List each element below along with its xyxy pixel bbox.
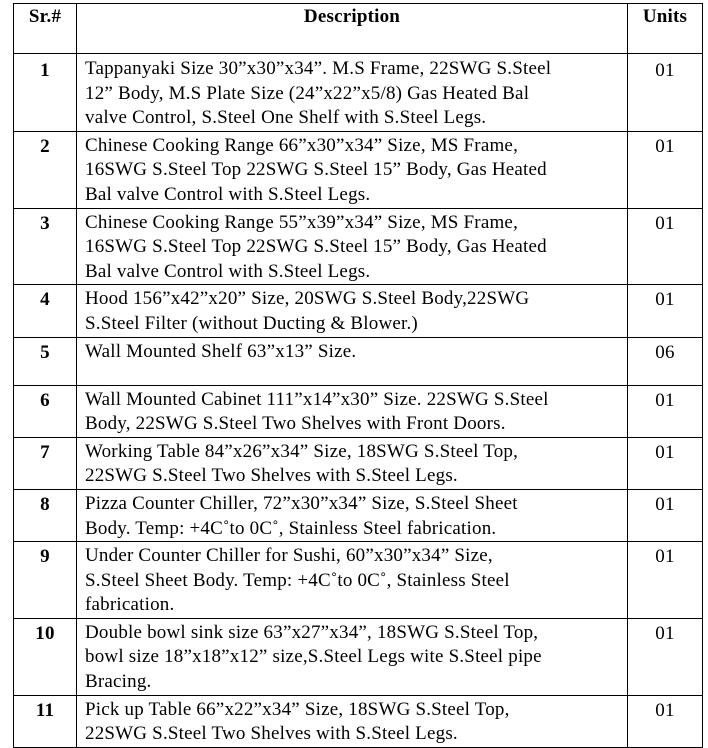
description-line: bowl size 18”x18”x12” size,S.Steel Legs wite S.Steel pipe (85, 646, 542, 668)
header-units: Units (628, 4, 703, 54)
row-units: 01 (628, 489, 703, 541)
description-line: Working Table 84”x26”x34” Size, 18SWG S.Steel Top, (85, 440, 519, 462)
description-line: Wall Mounted Shelf 63”x13” Size. (85, 340, 357, 362)
table-row (14, 285, 703, 337)
table-row (14, 337, 703, 385)
equipment-table (13, 3, 703, 748)
row-description (77, 337, 628, 385)
row-description (77, 54, 628, 132)
description-line: valve Control, S.Steel One Shelf with S.Steel Legs. (85, 107, 487, 129)
row-units: 01 (628, 54, 703, 132)
row-sr-number: 6 (14, 385, 77, 437)
row-units: 01 (628, 208, 703, 285)
row-description (77, 695, 628, 747)
table-body (14, 54, 703, 748)
row-description (77, 208, 628, 285)
row-units: 01 (628, 695, 703, 747)
row-units: 01 (628, 385, 703, 437)
row-sr-number: 7 (14, 437, 77, 489)
table-row (14, 54, 703, 132)
row-sr-number: 5 (14, 337, 77, 385)
row-units: 06 (628, 337, 703, 385)
row-description (77, 385, 628, 437)
row-description (77, 489, 628, 541)
row-description (77, 618, 628, 695)
description-line: 22SWG S.Steel Two Shelves with S.Steel Legs. (85, 723, 458, 745)
row-sr-number: 3 (14, 208, 77, 285)
table-row (14, 437, 703, 489)
description-line: S.Steel Filter (without Ducting & Blower.) (85, 312, 418, 334)
description-line: 22SWG S.Steel Two Shelves with S.Steel Legs. (85, 465, 458, 487)
description-line: Body, 22SWG S.Steel Two Shelves with Front Doors. (85, 413, 506, 435)
description-line: Pizza Counter Chiller, 72”x30”x34” Size, S.Steel Sheet (85, 492, 518, 514)
table-row (14, 208, 703, 285)
description-line: Wall Mounted Cabinet 111”x14”x30” Size. 22SWG S.Steel (85, 388, 549, 410)
row-sr-number: 2 (14, 131, 77, 208)
header-description: Description (77, 4, 628, 54)
row-sr-number: 11 (14, 695, 77, 747)
description-line: 16SWG S.Steel Top 22SWG S.Steel 15” Body, Gas Heated (85, 159, 547, 181)
description-line: Bal valve Control with S.Steel Legs. (85, 183, 371, 205)
description-line: Tappanyaki Size 30”x30”x34”. M.S Frame, 22SWG S.Steel (85, 58, 552, 79)
row-sr-number: 4 (14, 285, 77, 337)
row-sr-number: 1 (14, 54, 77, 132)
table-row (14, 131, 703, 208)
table-row (14, 385, 703, 437)
description-line: Bracing. (85, 671, 152, 693)
row-sr-number: 10 (14, 618, 77, 695)
description-line: Chinese Cooking Range 66”x30”x34” Size, MS Frame, (85, 134, 519, 156)
row-description (77, 437, 628, 489)
header-sr: Sr.# (14, 4, 77, 54)
row-sr-number: 8 (14, 489, 77, 541)
description-line: Bal valve Control with S.Steel Legs. (85, 260, 371, 282)
row-units: 01 (628, 437, 703, 489)
description-line: 16SWG S.Steel Top 22SWG S.Steel 15” Body, Gas Heated (85, 236, 547, 258)
row-description (77, 131, 628, 208)
description-line: S.Steel Sheet Body. Temp: +4C˚to 0C˚, Stainless Steel (85, 569, 510, 591)
table-row (14, 489, 703, 541)
description-line: Hood 156”x42”x20” Size, 20SWG S.Steel Body,22SWG (85, 288, 530, 310)
row-units: 01 (628, 618, 703, 695)
description-line: Chinese Cooking Range 55”x39”x34” Size, MS Frame, (85, 211, 519, 233)
description-line: fabrication. (85, 594, 175, 616)
description-line: Pick up Table 66”x22”x34” Size, 18SWG S.Steel Top, (85, 698, 510, 720)
row-units: 01 (628, 542, 703, 619)
description-line: 12” Body, M.S Plate Size (24”x22”x5/8) Gas Heated Bal (85, 82, 530, 104)
row-units: 01 (628, 285, 703, 337)
description-line: Body. Temp: +4C˚to 0C˚, Stainless Steel fabrication. (85, 517, 497, 539)
row-description (77, 285, 628, 337)
table-row (14, 542, 703, 619)
table-header (14, 4, 703, 54)
table-row (14, 618, 703, 695)
header-row (14, 4, 703, 54)
table-row (14, 695, 703, 747)
description-line: Double bowl sink size 63”x27”x34”, 18SWG S.Steel Top, (85, 621, 539, 643)
row-description (77, 542, 628, 619)
description-line: Under Counter Chiller for Sushi, 60”x30”x34” Size, (85, 545, 493, 567)
row-sr-number: 9 (14, 542, 77, 619)
row-units: 01 (628, 131, 703, 208)
